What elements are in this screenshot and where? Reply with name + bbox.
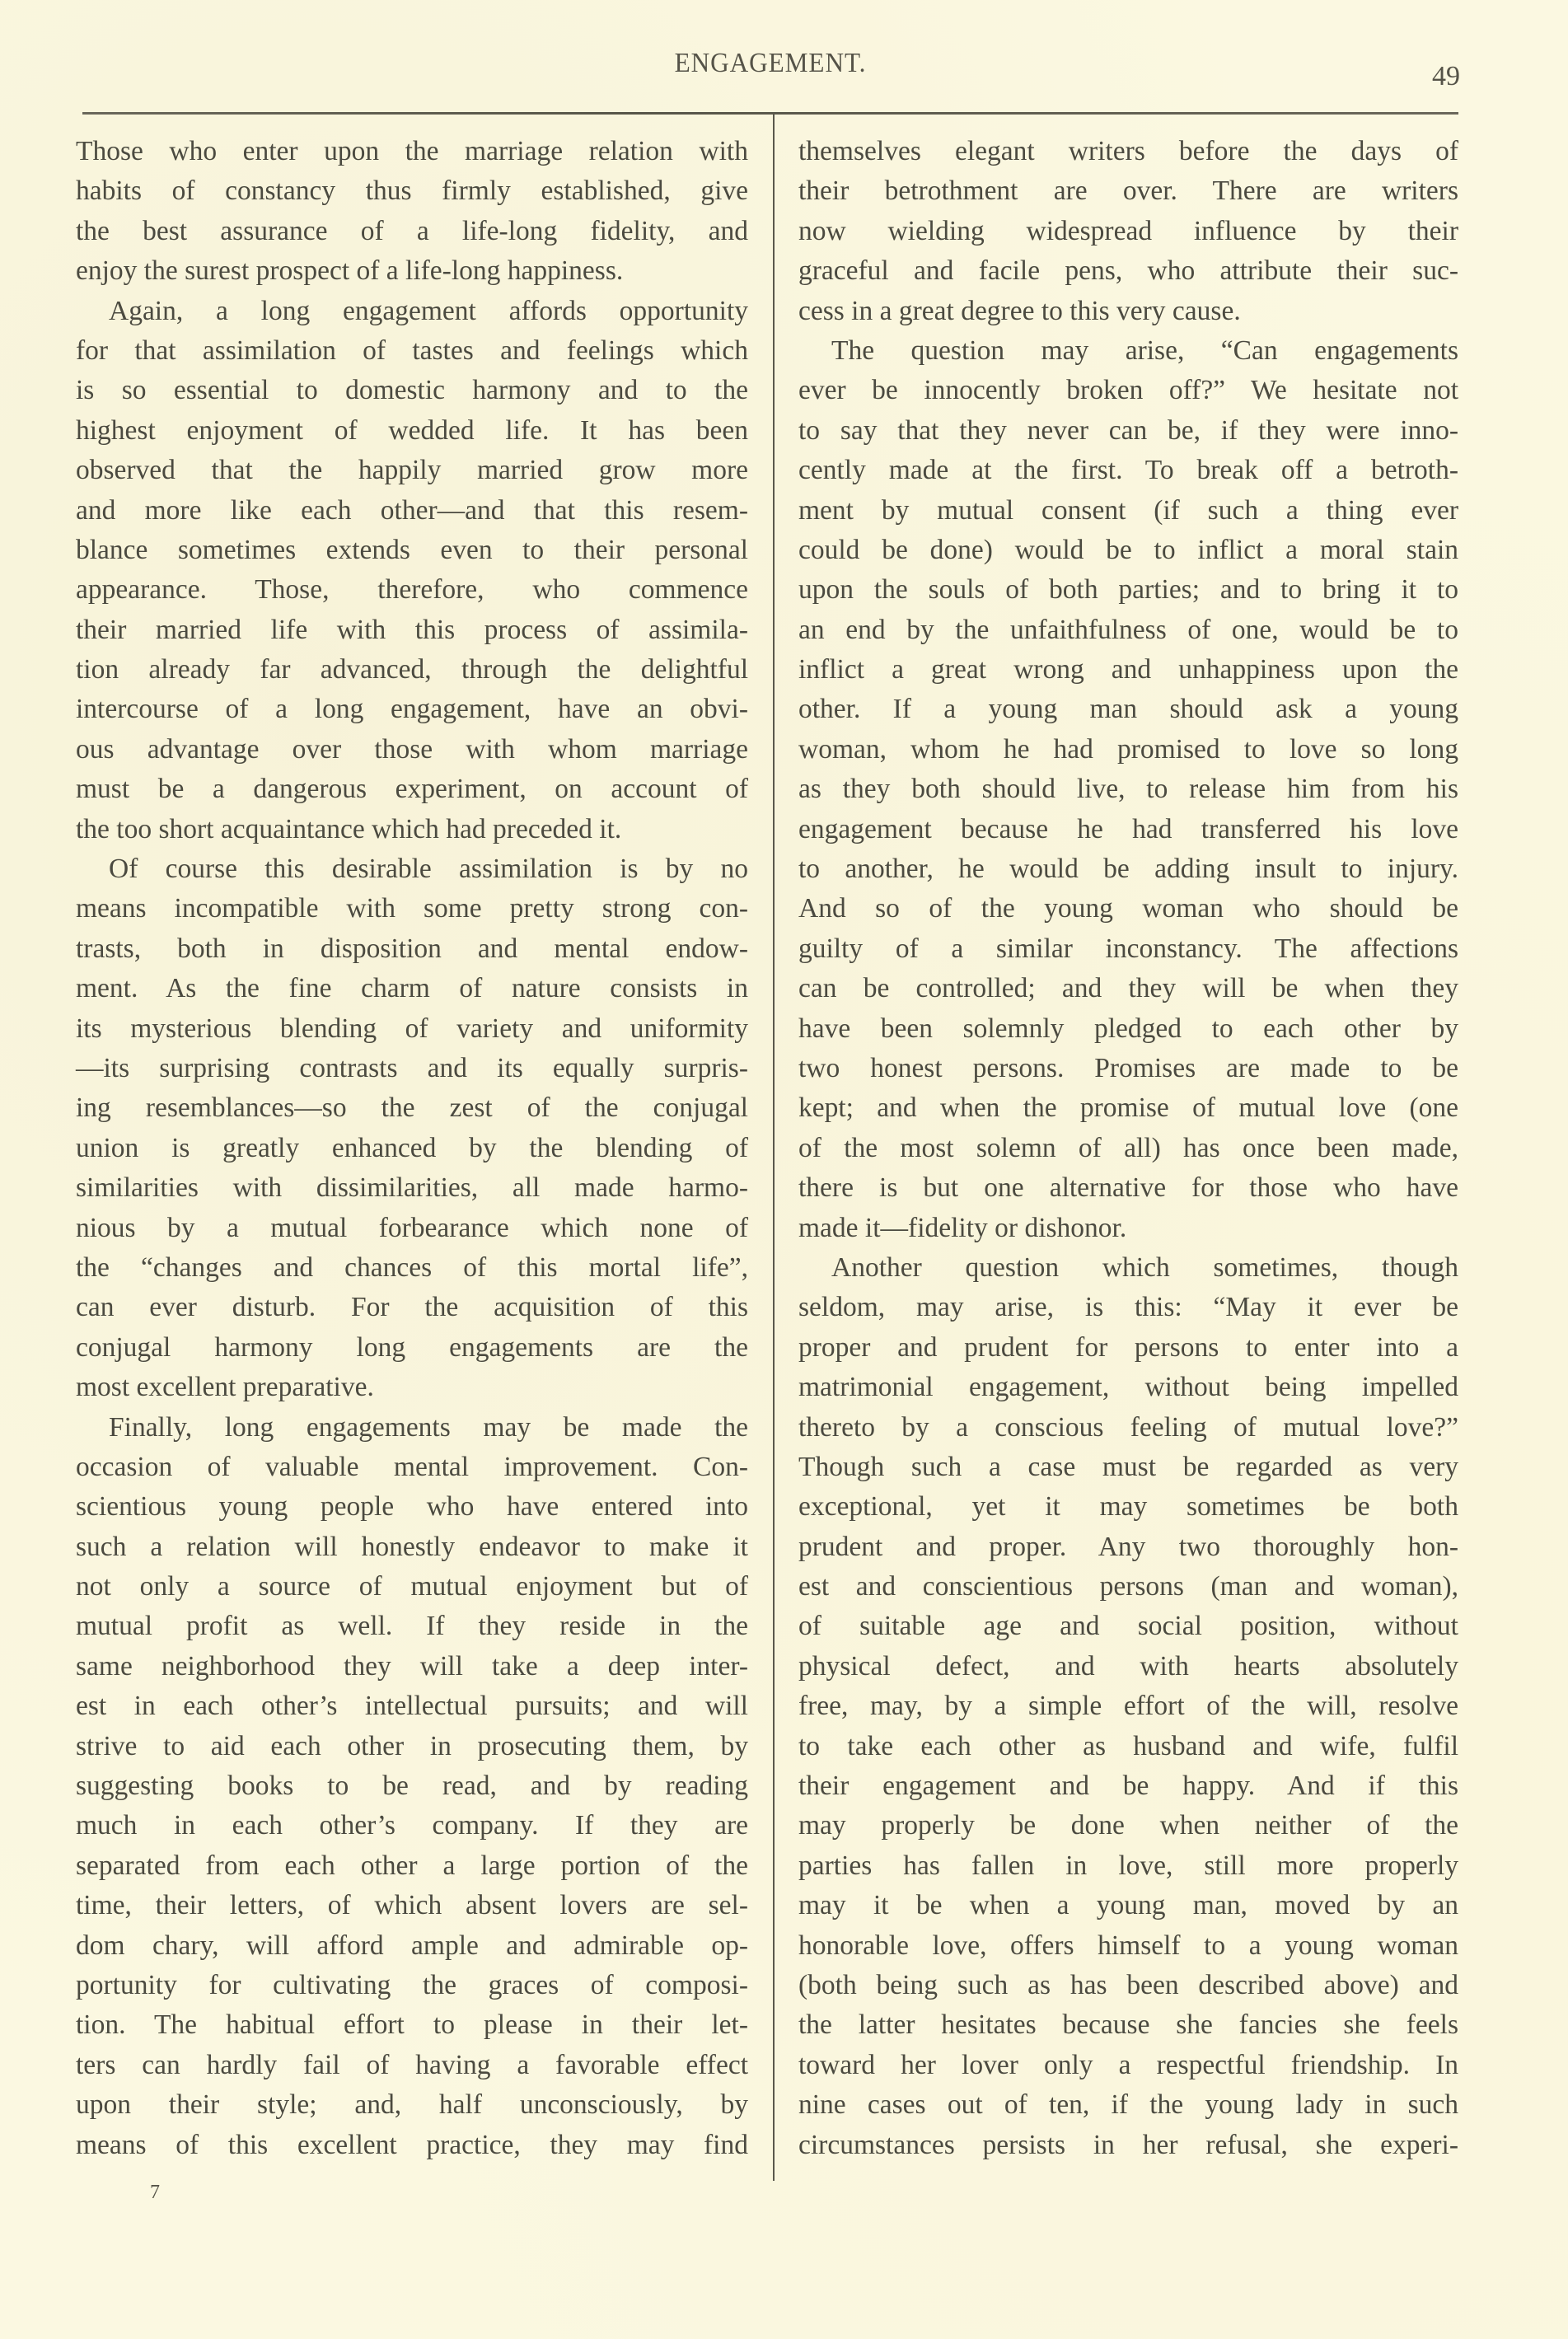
text-line: matrimonial engagement, without being impelled bbox=[798, 1372, 1458, 1403]
text-line: time, their letters, of which absent lovers are sel- bbox=[76, 1890, 748, 1921]
text-line: the latter hesitates because she fancies she feels bbox=[798, 2009, 1458, 2041]
text-line: engagement because he had transferred his love bbox=[798, 813, 1458, 844]
text-line: parties has fallen in love, still more properly bbox=[798, 1850, 1458, 1881]
text-line: est and conscientious persons (man and woman), bbox=[798, 1571, 1458, 1602]
text-line: ever be innocently broken off?” We hesitate not bbox=[798, 375, 1458, 406]
text-line: ters can hardly fail of having a favorable effect bbox=[76, 2049, 748, 2080]
text-line: Finally, long engagements may be made the bbox=[109, 1411, 748, 1443]
right-column bbox=[798, 132, 1458, 2165]
text-line: highest enjoyment of wedded life. It has been bbox=[76, 414, 748, 446]
text-line: circumstances persists in her refusal, she experi- bbox=[798, 2129, 1458, 2160]
text-line: an end by the unfaithfulness of one, would be to bbox=[798, 614, 1458, 645]
text-line: two honest persons. Promises are made to be bbox=[798, 1052, 1458, 1083]
text-line: mutual profit as well. If they reside in the bbox=[76, 1611, 748, 1642]
text-line: union is greatly enhanced by the blending of bbox=[76, 1132, 748, 1163]
running-title: ENGAGEMENT. bbox=[674, 48, 867, 78]
text-line: can ever disturb. For the acquisition of this bbox=[76, 1292, 748, 1323]
text-line: is so essential to domestic harmony and to the bbox=[76, 375, 748, 406]
text-line: for that assimilation of tastes and feelings which bbox=[76, 334, 748, 366]
text-line: free, may, by a simple effort of the will, resolve bbox=[798, 1691, 1458, 1722]
text-line: appearance. Those, therefore, who commence bbox=[76, 574, 748, 606]
text-line: portunity for cultivating the graces of composi- bbox=[76, 1969, 748, 2000]
text-line: Of course this desirable assimilation is by no bbox=[109, 854, 748, 885]
text-line: tion already far advanced, through the delightful bbox=[76, 654, 748, 685]
text-line: made it—fidelity or dishonor. bbox=[798, 1212, 1127, 1243]
text-line: est in each other’s intellectual pursuits; and will bbox=[76, 1691, 748, 1722]
text-line: the best assurance of a life-long fidelity, and bbox=[76, 215, 748, 246]
text-line: can be controlled; and they will be when they bbox=[798, 973, 1458, 1004]
text-line: woman, whom he had promised to love so long bbox=[798, 733, 1458, 765]
text-line: have been solemnly pledged to each other by bbox=[798, 1013, 1458, 1044]
text-line: proper and prudent for persons to enter into a bbox=[798, 1331, 1458, 1363]
text-line: seldom, may arise, is this: “May it ever be bbox=[798, 1292, 1458, 1323]
text-line: habits of constancy thus firmly established, give bbox=[76, 175, 748, 207]
text-line: Again, a long engagement affords opportunity bbox=[109, 295, 748, 326]
text-line: similarities with dissimilarities, all made harmo- bbox=[76, 1172, 748, 1204]
text-line: such a relation will honestly endeavor to make it bbox=[76, 1531, 748, 1562]
text-line: intercourse of a long engagement, have an obvi- bbox=[76, 694, 748, 725]
text-line: could be done) would be to inflict a moral stain bbox=[798, 534, 1458, 565]
text-line: physical defect, and with hearts absolutely bbox=[798, 1650, 1458, 1682]
text-line: occasion of valuable mental improvement. Con- bbox=[76, 1451, 748, 1482]
text-line: themselves elegant writers before the days of bbox=[798, 136, 1458, 166]
text-line: tion. The habitual effort to please in their let- bbox=[76, 2009, 748, 2041]
text-line: to take each other as husband and wife, fulfil bbox=[798, 1730, 1458, 1761]
text-line: And so of the young woman who should be bbox=[798, 893, 1458, 924]
text-line: to say that they never can be, if they were inno- bbox=[798, 414, 1458, 446]
text-line: their betrothment are over. There are writers bbox=[798, 175, 1458, 207]
text-line: ment. As the fine charm of nature consists in bbox=[76, 973, 748, 1004]
text-line: observed that the happily married grow more bbox=[76, 455, 748, 486]
text-line: enjoy the surest prospect of a life-long happiness. bbox=[76, 255, 624, 287]
left-column bbox=[76, 132, 748, 2165]
text-line: of the most solemn of all) has once been made, bbox=[798, 1132, 1458, 1163]
text-line: conjugal harmony long engagements are the bbox=[76, 1331, 748, 1363]
text-line: the too short acquaintance which had preceded it. bbox=[76, 813, 622, 844]
text-line: may properly be done when neither of the bbox=[798, 1810, 1458, 1841]
text-line: their engagement and be happy. And if this bbox=[798, 1771, 1458, 1802]
text-line: much in each other’s company. If they are bbox=[76, 1810, 748, 1841]
text-line: may it be when a young man, moved by an bbox=[798, 1890, 1458, 1921]
text-line: their married life with this process of assimila- bbox=[76, 614, 748, 645]
header-rule bbox=[82, 112, 1458, 115]
text-line: most excellent preparative. bbox=[76, 1372, 374, 1403]
text-line: means incompatible with some pretty strong con- bbox=[76, 893, 748, 924]
text-line: (both being such as has been described above) and bbox=[798, 1969, 1458, 2000]
column-divider bbox=[773, 115, 775, 2181]
text-line: blance sometimes extends even to their personal bbox=[76, 534, 748, 565]
text-line: kept; and when the promise of mutual love (one bbox=[798, 1092, 1458, 1124]
page-number: 49 bbox=[1432, 61, 1460, 91]
text-line: honorable love, offers himself to a young woman bbox=[798, 1930, 1458, 1961]
text-line: scientious young people who have entered into bbox=[76, 1491, 748, 1523]
text-line: thereto by a conscious feeling of mutual love?” bbox=[798, 1411, 1458, 1443]
text-line: nine cases out of ten, if the young lady in such bbox=[798, 2089, 1458, 2121]
text-line: there is but one alternative for those who have bbox=[798, 1172, 1458, 1204]
text-line: nious by a mutual forbearance which none of bbox=[76, 1212, 748, 1243]
text-line: cess in a great degree to this very cause. bbox=[798, 295, 1241, 326]
text-line: not only a source of mutual enjoyment but of bbox=[76, 1571, 748, 1602]
text-line: trasts, both in disposition and mental endow- bbox=[76, 933, 748, 964]
text-line: toward her lover only a respectful friendship. In bbox=[798, 2049, 1458, 2080]
text-line: prudent and proper. Any two thoroughly hon- bbox=[798, 1531, 1458, 1562]
text-line: strive to aid each other in prosecuting them, by bbox=[76, 1730, 748, 1761]
text-line: other. If a young man should ask a young bbox=[798, 694, 1458, 725]
signature-mark: 7 bbox=[150, 2182, 160, 2203]
text-line: must be a dangerous experiment, on account of bbox=[76, 774, 748, 805]
text-line: of suitable age and social position, without bbox=[798, 1611, 1458, 1642]
text-line: as they both should live, to release him from his bbox=[798, 774, 1458, 805]
text-line: ous advantage over those with whom marriage bbox=[76, 733, 748, 765]
text-line: means of this excellent practice, they may find bbox=[76, 2129, 748, 2160]
text-line: The question may arise, “Can engagements bbox=[831, 334, 1458, 366]
text-line: now wielding widespread influence by their bbox=[798, 215, 1458, 246]
text-line: separated from each other a large portion of the bbox=[76, 1850, 748, 1881]
text-line: inflict a great wrong and unhappiness upon the bbox=[798, 654, 1458, 685]
text-line: upon their style; and, half unconsciously, by bbox=[76, 2089, 748, 2121]
text-line: upon the souls of both parties; and to bring it to bbox=[798, 574, 1458, 606]
text-line: Though such a case must be regarded as very bbox=[798, 1451, 1458, 1482]
text-line: guilty of a similar inconstancy. The affections bbox=[798, 933, 1458, 964]
text-line: to another, he would be adding insult to injury. bbox=[798, 854, 1458, 885]
text-line: ing resemblances—so the zest of the conjugal bbox=[76, 1092, 748, 1124]
text-line: suggesting books to be read, and by reading bbox=[76, 1771, 748, 1802]
text-line: graceful and facile pens, who attribute their suc- bbox=[798, 255, 1458, 287]
text-line: and more like each other—and that this resem- bbox=[76, 494, 748, 526]
text-line: the “changes and chances of this mortal life”, bbox=[76, 1251, 748, 1283]
text-line: exceptional, yet it may sometimes be both bbox=[798, 1491, 1458, 1523]
text-line: Another question which sometimes, though bbox=[831, 1251, 1458, 1283]
text-line: —its surprising contrasts and its equally surpris- bbox=[76, 1052, 748, 1083]
text-line: ment by mutual consent (if such a thing ever bbox=[798, 494, 1458, 526]
text-line: same neighborhood they will take a deep inter- bbox=[76, 1650, 748, 1682]
text-line: Those who enter upon the marriage relation with bbox=[76, 136, 748, 166]
text-line: cently made at the first. To break off a betroth- bbox=[798, 455, 1458, 486]
text-line: its mysterious blending of variety and uniformity bbox=[76, 1013, 748, 1044]
text-line: dom chary, will afford ample and admirable op- bbox=[76, 1930, 748, 1961]
